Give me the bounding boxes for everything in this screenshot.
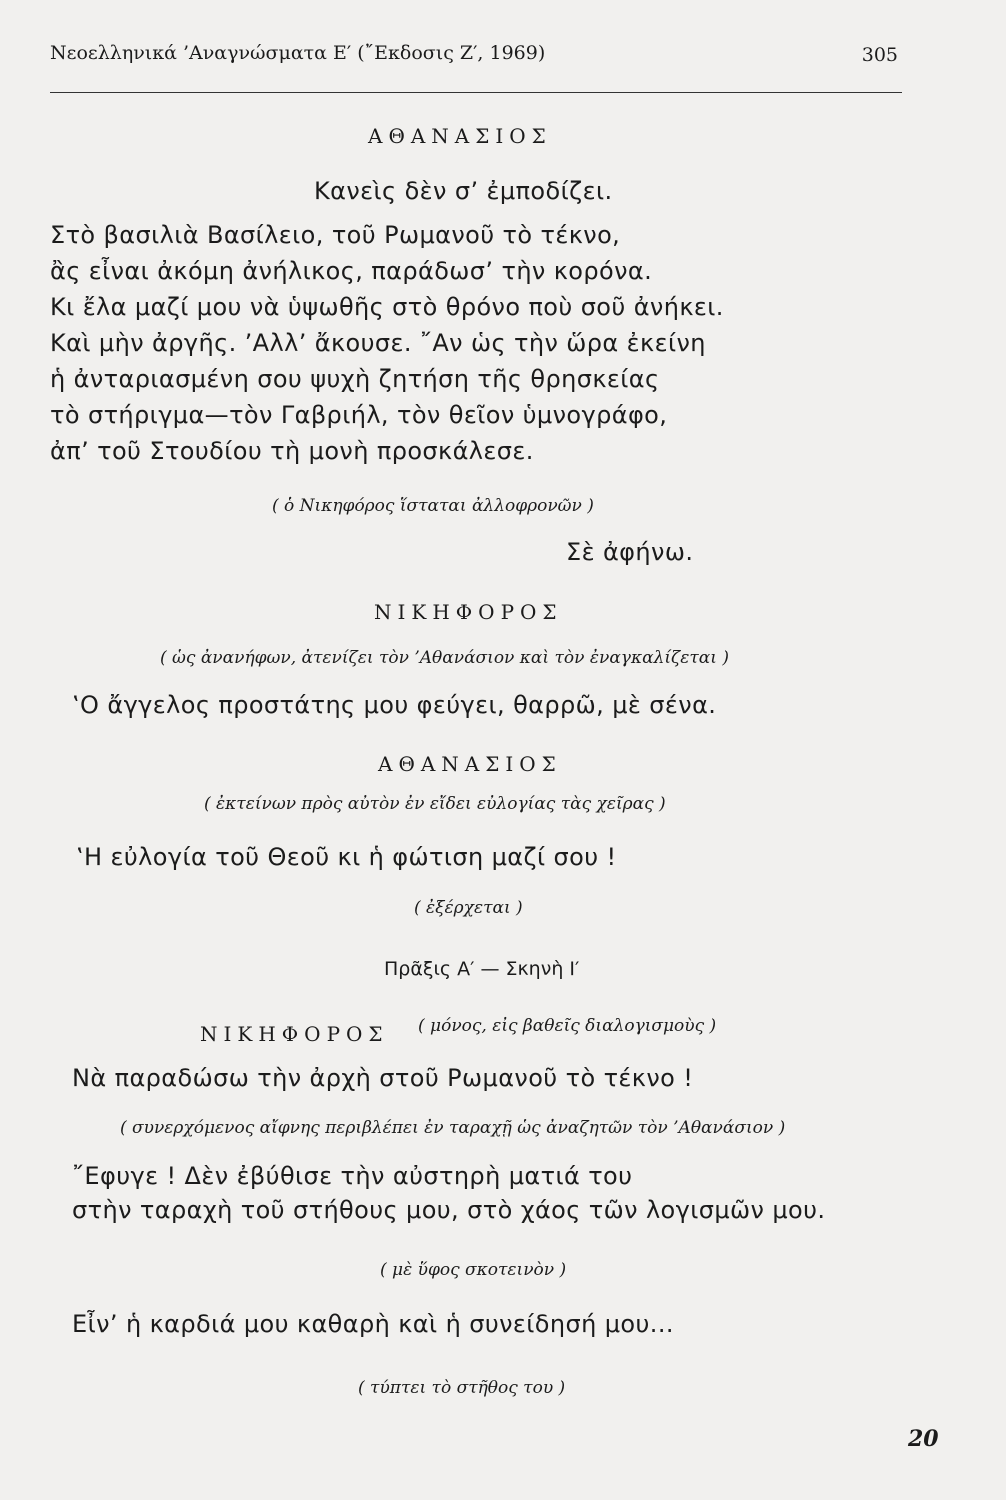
verse-line: Εἶν’ ἡ καρδιά μου καθαρὴ καὶ ἡ συνείδησή μου... xyxy=(72,1310,674,1338)
book-title: Νεοελληνικά ’Αναγνώσματα Ε′ (῎Εκδοσις Ζ′, 1969) xyxy=(50,42,546,64)
stage-direction: ( ὡς ἀνανήφων, ἀτενίζει τὸν ’Αθανάσιον καὶ τὸν ἐναγκαλίζεται ) xyxy=(160,648,729,668)
speaker-athanasios: ΑΘΑΝΑΣΙΟΣ xyxy=(378,752,562,776)
scene-heading: Πρᾶξις Α′ — Σκηνὴ Ι′ xyxy=(384,958,580,980)
stage-direction: ( ἐξέρχεται ) xyxy=(414,898,523,918)
page-number: 305 xyxy=(861,44,898,66)
verse-line: Νὰ παραδώσω τὴν ἀρχὴ στοῦ Ρωμανοῦ τὸ τέκνο ! xyxy=(72,1064,694,1092)
stage-direction: ( μὲ ὕφος σκοτεινὸν ) xyxy=(380,1260,567,1280)
verse-line: Στὸ βασιλιὰ Βασίλειο, τοῦ Ρωμανοῦ τὸ τέκνο, xyxy=(50,221,621,249)
stage-direction: ( μόνος, εἰς βαθεῖς διαλογισμοὺς ) xyxy=(418,1016,717,1036)
speaker-nikiforos: ΝΙΚΗΦΟΡΟΣ xyxy=(200,1022,389,1046)
stage-direction: ( συνερχόμενος αἴφνης περιβλέπει ἐν ταραχῇ ὡς ἀναζητῶν τὸν ’Αθανάσιον ) xyxy=(120,1118,786,1138)
verse-line: Καὶ μὴν ἀργῆς. ’Αλλ’ ἄκουσε. ῎Αν ὡς τὴν ὥρα ἐκείνη xyxy=(50,329,706,357)
verse-line: ἀπ’ τοῦ Στουδίου τὴ μονὴ προσκάλεσε. xyxy=(50,437,534,465)
signature-mark: 20 xyxy=(908,1426,939,1452)
speaker-athanasios: ΑΘΑΝΑΣΙΟΣ xyxy=(368,124,552,148)
stage-direction: ( ἐκτείνων πρὸς αὐτὸν ἐν εἴδει εὐλογίας τὰς χεῖρας ) xyxy=(204,794,666,814)
verse-line: ἂς εἶναι ἀκόμη ἀνήλικος, παράδωσ’ τὴν κορόνα. xyxy=(50,257,653,285)
stage-direction: ( ὁ Νικηφόρος ἵσταται ἀλλοφρονῶν ) xyxy=(272,496,594,516)
stage-direction: ( τύπτει τὸ στῆθος του ) xyxy=(358,1378,566,1398)
verse-line: Κι ἔλα μαζί μου νὰ ὑψωθῆς στὸ θρόνο ποὺ σοῦ ἀνήκει. xyxy=(50,293,724,321)
speaker-nikiforos: ΝΙΚΗΦΟΡΟΣ xyxy=(374,600,563,624)
verse-line: ‛Η εὐλογία τοῦ Θεοῦ κι ἡ φώτιση μαζί σου ! xyxy=(76,843,617,871)
verse-line: Κανεὶς δὲν σ’ ἐμποδίζει. xyxy=(314,177,613,205)
verse-line: Σὲ ἀφήνω. xyxy=(566,538,694,566)
running-header xyxy=(50,42,902,64)
header-rule xyxy=(50,92,902,93)
verse-line: στὴν ταραχὴ τοῦ στήθους μου, στὸ χάος τῶν λογισμῶν μου. xyxy=(72,1196,826,1224)
verse-line: ‛Ο ἄγγελος προστάτης μου φεύγει, θαρρῶ, μὲ σένα. xyxy=(72,691,717,719)
verse-line: τὸ στήριγμα—τὸν Γαβριήλ, τὸν θεῖον ὑμνογράφο, xyxy=(50,401,668,429)
verse-line: ἡ ἀνταριασμένη σου ψυχὴ ζητήση τῆς θρησκείας xyxy=(50,365,660,393)
verse-line: ῎Εφυγε ! Δὲν ἐβύθισε τὴν αὐστηρὴ ματιά του xyxy=(72,1162,633,1190)
